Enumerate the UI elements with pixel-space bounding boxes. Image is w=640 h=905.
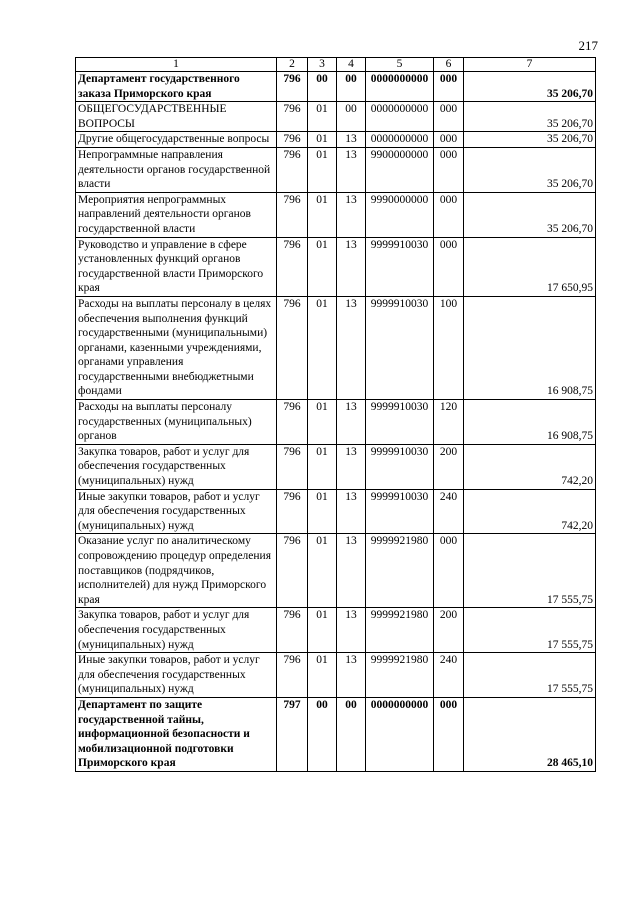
budget-table-body bbox=[76, 58, 596, 772]
row-expense-type-cell: 240 bbox=[434, 489, 464, 534]
row-section-cell: 01 bbox=[308, 444, 337, 489]
header-col-2: 2 bbox=[277, 58, 308, 72]
row-section-cell: 00 bbox=[308, 697, 337, 771]
row-department-code-cell: 796 bbox=[277, 653, 308, 698]
table-row bbox=[76, 489, 596, 534]
row-name-cell: ОБЩЕГОСУДАРСТВЕННЫЕ ВОПРОСЫ bbox=[76, 102, 277, 132]
row-section-cell: 01 bbox=[308, 147, 337, 192]
row-section-cell: 01 bbox=[308, 102, 337, 132]
row-expense-type-cell: 000 bbox=[434, 697, 464, 771]
table-row bbox=[76, 296, 596, 399]
header-col-3: 3 bbox=[308, 58, 337, 72]
row-name-cell: Расходы на выплаты персоналу в целях обеспечения выполнения функций государственными (муниципальными) органами, казенными учреждениями, органами управления государственными внебюджетными фондами bbox=[76, 296, 277, 399]
row-target-article-cell: 0000000000 bbox=[366, 72, 434, 102]
row-name-cell: Департамент государственного заказа Приморского края bbox=[76, 72, 277, 102]
row-department-code-cell: 796 bbox=[277, 192, 308, 237]
table-row bbox=[76, 132, 596, 148]
table-row bbox=[76, 72, 596, 102]
row-amount-cell: 28 465,10 bbox=[464, 697, 596, 771]
row-target-article-cell: 9999921980 bbox=[366, 653, 434, 698]
row-expense-type-cell: 000 bbox=[434, 237, 464, 296]
row-subsection-cell: 13 bbox=[337, 296, 366, 399]
row-expense-type-cell: 200 bbox=[434, 608, 464, 653]
row-amount-cell: 35 206,70 bbox=[464, 102, 596, 132]
row-name-cell: Оказание услуг по аналитическому сопровождению процедур определения поставщиков (подрядчиков, исполнителей) для нужд Приморского края bbox=[76, 534, 277, 608]
row-name-cell: Руководство и управление в сфере установленных функций органов государственной власти Приморского края bbox=[76, 237, 277, 296]
row-amount-cell: 35 206,70 bbox=[464, 72, 596, 102]
row-amount-cell: 16 908,75 bbox=[464, 400, 596, 445]
row-name-cell: Иные закупки товаров, работ и услуг для обеспечения государственных (муниципальных) нужд bbox=[76, 489, 277, 534]
row-expense-type-cell: 000 bbox=[434, 147, 464, 192]
row-department-code-cell: 797 bbox=[277, 697, 308, 771]
row-subsection-cell: 13 bbox=[337, 132, 366, 148]
row-subsection-cell: 00 bbox=[337, 102, 366, 132]
row-department-code-cell: 796 bbox=[277, 444, 308, 489]
row-department-code-cell: 796 bbox=[277, 147, 308, 192]
row-subsection-cell: 13 bbox=[337, 653, 366, 698]
row-target-article-cell: 9999910030 bbox=[366, 296, 434, 399]
row-subsection-cell: 13 bbox=[337, 237, 366, 296]
page-number: 217 bbox=[578, 38, 598, 53]
row-name-cell: Иные закупки товаров, работ и услуг для обеспечения государственных (муниципальных) нужд bbox=[76, 653, 277, 698]
row-expense-type-cell: 000 bbox=[434, 72, 464, 102]
row-amount-cell: 16 908,75 bbox=[464, 296, 596, 399]
header-col-1: 1 bbox=[76, 58, 277, 72]
row-amount-cell: 35 206,70 bbox=[464, 132, 596, 148]
row-target-article-cell: 9999921980 bbox=[366, 534, 434, 608]
row-section-cell: 01 bbox=[308, 653, 337, 698]
table-row bbox=[76, 192, 596, 237]
row-amount-cell: 17 555,75 bbox=[464, 653, 596, 698]
row-name-cell: Мероприятия непрограммных направлений деятельности органов государственной власти bbox=[76, 192, 277, 237]
row-expense-type-cell: 240 bbox=[434, 653, 464, 698]
row-expense-type-cell: 000 bbox=[434, 102, 464, 132]
row-expense-type-cell: 000 bbox=[434, 192, 464, 237]
row-subsection-cell: 00 bbox=[337, 72, 366, 102]
table-row bbox=[76, 237, 596, 296]
row-name-cell: Департамент по защите государственной тайны, информационной безопасности и мобилизационной подготовки Приморского края bbox=[76, 697, 277, 771]
row-target-article-cell: 0000000000 bbox=[366, 697, 434, 771]
table-row bbox=[76, 147, 596, 192]
row-section-cell: 01 bbox=[308, 534, 337, 608]
row-subsection-cell: 13 bbox=[337, 147, 366, 192]
row-amount-cell: 17 650,95 bbox=[464, 237, 596, 296]
row-section-cell: 01 bbox=[308, 296, 337, 399]
row-department-code-cell: 796 bbox=[277, 400, 308, 445]
table-row bbox=[76, 102, 596, 132]
row-section-cell: 01 bbox=[308, 192, 337, 237]
row-name-cell: Расходы на выплаты персоналу государственных (муниципальных) органов bbox=[76, 400, 277, 445]
row-subsection-cell: 13 bbox=[337, 608, 366, 653]
table-row bbox=[76, 534, 596, 608]
table-row bbox=[76, 444, 596, 489]
row-department-code-cell: 796 bbox=[277, 608, 308, 653]
row-section-cell: 01 bbox=[308, 132, 337, 148]
header-row bbox=[76, 58, 596, 72]
row-target-article-cell: 9999910030 bbox=[366, 489, 434, 534]
header-col-4: 4 bbox=[337, 58, 366, 72]
row-section-cell: 01 bbox=[308, 237, 337, 296]
row-section-cell: 00 bbox=[308, 72, 337, 102]
row-target-article-cell: 9999910030 bbox=[366, 237, 434, 296]
row-expense-type-cell: 100 bbox=[434, 296, 464, 399]
row-department-code-cell: 796 bbox=[277, 489, 308, 534]
row-amount-cell: 742,20 bbox=[464, 444, 596, 489]
row-subsection-cell: 13 bbox=[337, 444, 366, 489]
row-name-cell: Закупка товаров, работ и услуг для обеспечения государственных (муниципальных) нужд bbox=[76, 444, 277, 489]
row-department-code-cell: 796 bbox=[277, 72, 308, 102]
row-target-article-cell: 0000000000 bbox=[366, 102, 434, 132]
row-department-code-cell: 796 bbox=[277, 534, 308, 608]
row-subsection-cell: 13 bbox=[337, 192, 366, 237]
row-department-code-cell: 796 bbox=[277, 132, 308, 148]
row-amount-cell: 35 206,70 bbox=[464, 192, 596, 237]
row-name-cell: Непрограммные направления деятельности органов государственной власти bbox=[76, 147, 277, 192]
row-department-code-cell: 796 bbox=[277, 237, 308, 296]
table-row bbox=[76, 697, 596, 771]
row-amount-cell: 17 555,75 bbox=[464, 608, 596, 653]
header-col-6: 6 bbox=[434, 58, 464, 72]
table-row bbox=[76, 400, 596, 445]
row-section-cell: 01 bbox=[308, 489, 337, 534]
row-amount-cell: 35 206,70 bbox=[464, 147, 596, 192]
row-expense-type-cell: 000 bbox=[434, 534, 464, 608]
row-department-code-cell: 796 bbox=[277, 102, 308, 132]
row-expense-type-cell: 200 bbox=[434, 444, 464, 489]
row-expense-type-cell: 000 bbox=[434, 132, 464, 148]
row-target-article-cell: 0000000000 bbox=[366, 132, 434, 148]
header-col-5: 5 bbox=[366, 58, 434, 72]
row-subsection-cell: 13 bbox=[337, 400, 366, 445]
row-subsection-cell: 13 bbox=[337, 534, 366, 608]
row-target-article-cell: 9999910030 bbox=[366, 444, 434, 489]
row-target-article-cell: 9999910030 bbox=[366, 400, 434, 445]
header-col-7: 7 bbox=[464, 58, 596, 72]
row-section-cell: 01 bbox=[308, 608, 337, 653]
budget-table bbox=[75, 57, 596, 772]
row-expense-type-cell: 120 bbox=[434, 400, 464, 445]
row-target-article-cell: 9999921980 bbox=[366, 608, 434, 653]
table-row bbox=[76, 608, 596, 653]
row-subsection-cell: 13 bbox=[337, 489, 366, 534]
row-amount-cell: 17 555,75 bbox=[464, 534, 596, 608]
table-row bbox=[76, 653, 596, 698]
row-section-cell: 01 bbox=[308, 400, 337, 445]
row-name-cell: Другие общегосударственные вопросы bbox=[76, 132, 277, 148]
row-department-code-cell: 796 bbox=[277, 296, 308, 399]
row-name-cell: Закупка товаров, работ и услуг для обеспечения государственных (муниципальных) нужд bbox=[76, 608, 277, 653]
row-target-article-cell: 9990000000 bbox=[366, 192, 434, 237]
row-subsection-cell: 00 bbox=[337, 697, 366, 771]
row-amount-cell: 742,20 bbox=[464, 489, 596, 534]
row-target-article-cell: 9900000000 bbox=[366, 147, 434, 192]
